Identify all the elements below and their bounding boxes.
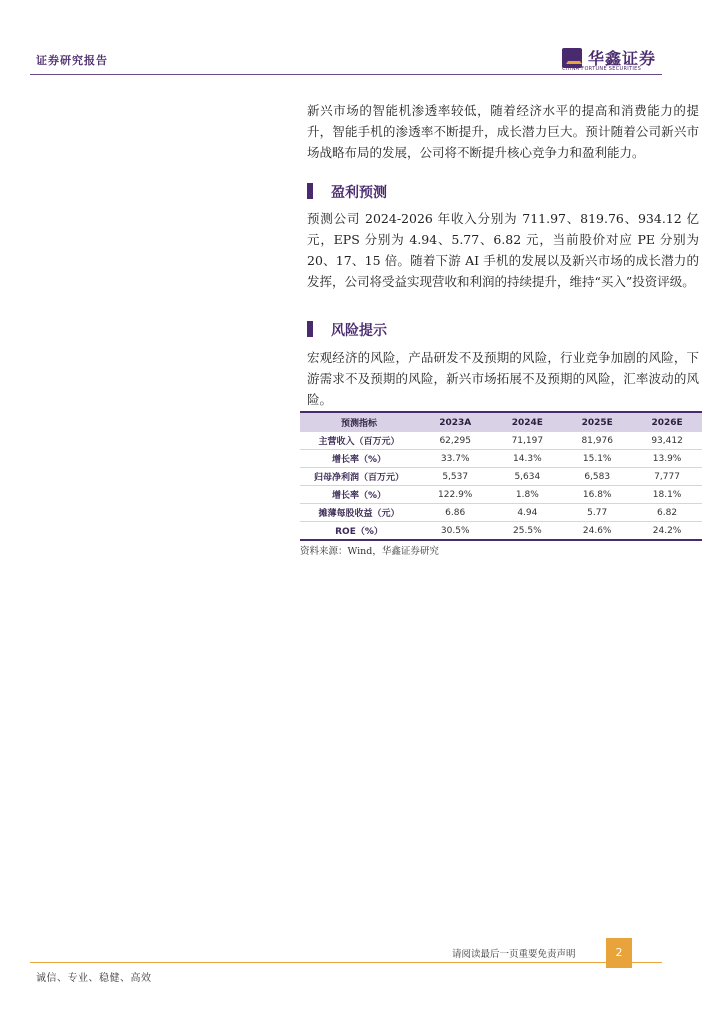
intro-paragraph: 新兴市场的智能机渗透率较低，随着经济水平的提高和消费能力的提升，智能手机的渗透率不断提升，成长潜力巨大。预计随着公司新兴市场战略布局的发展，公司将不断提升核心竞争力和盈利能力。 bbox=[307, 103, 699, 160]
logo-english-text: CHINA FORTUNE SECURITIES bbox=[562, 66, 642, 72]
forecast-table bbox=[300, 411, 702, 541]
table-cell: 24.2% bbox=[632, 522, 702, 541]
table-cell: 15.1% bbox=[562, 450, 632, 468]
table-header-cell: 2023A bbox=[418, 412, 492, 432]
table-header-cell: 2024E bbox=[492, 412, 562, 432]
page-number-badge: 2 bbox=[606, 938, 632, 968]
header-divider bbox=[30, 74, 662, 75]
table-header-row bbox=[300, 412, 702, 432]
forecast-paragraph: 预测公司 2024-2026 年收入分别为 711.97、819.76、934.12 亿元，EPS 分别为 4.94、5.77、6.82 元，当前股价对应 PE 分别为 20、17、15 倍。随着下游 AI 手机的发展以及新兴市场的成长潜力的发挥，公司将受益实现营收和利润的持续提升，维持“买入”投资评级。 bbox=[307, 211, 699, 289]
risk-paragraph: 宏观经济的风险，产品研发不及预期的风险，行业竞争加剧的风险，下游需求不及预期的风险，新兴市场拓展不及预期的风险，汇率波动的风险。 bbox=[307, 350, 699, 407]
table-cell: 24.6% bbox=[562, 522, 632, 541]
table-cell: 6,583 bbox=[562, 468, 632, 486]
footer-divider bbox=[30, 962, 662, 963]
section-forecast-heading bbox=[307, 183, 387, 203]
footer-motto: 诚信、专业、稳健、高效 bbox=[36, 973, 152, 984]
section-marker-icon bbox=[307, 183, 313, 199]
section-marker-icon bbox=[307, 321, 313, 337]
table-cell: 13.9% bbox=[632, 450, 702, 468]
company-logo bbox=[562, 46, 672, 72]
table-cell: 5.77 bbox=[562, 504, 632, 522]
table-cell: 5,537 bbox=[418, 468, 492, 486]
table-header-cell: 2025E bbox=[562, 412, 632, 432]
table-cell: 122.9% bbox=[418, 486, 492, 504]
row-label: 归母净利润（百万元） bbox=[300, 468, 418, 486]
row-label: 主营收入（百万元） bbox=[300, 432, 418, 450]
table-row bbox=[300, 432, 702, 450]
table-row bbox=[300, 486, 702, 504]
logo-mark-icon bbox=[562, 48, 582, 68]
table-cell: 25.5% bbox=[492, 522, 562, 541]
row-label: ROE（%） bbox=[300, 522, 418, 541]
table-cell: 16.8% bbox=[562, 486, 632, 504]
table-cell: 93,412 bbox=[632, 432, 702, 450]
table-row bbox=[300, 468, 702, 486]
table-row bbox=[300, 450, 702, 468]
table-cell: 81,976 bbox=[562, 432, 632, 450]
table-row bbox=[300, 522, 702, 541]
section-risk-heading bbox=[307, 321, 387, 341]
table-cell: 14.3% bbox=[492, 450, 562, 468]
disclaimer-notice: 请阅读最后一页重要免责声明 bbox=[452, 949, 576, 960]
table-cell: 6.82 bbox=[632, 504, 702, 522]
table-cell: 18.1% bbox=[632, 486, 702, 504]
table-header-cell: 预测指标 bbox=[300, 412, 418, 432]
table-row bbox=[300, 504, 702, 522]
table-cell: 30.5% bbox=[418, 522, 492, 541]
row-label: 摊薄每股收益（元） bbox=[300, 504, 418, 522]
table-cell: 7,777 bbox=[632, 468, 702, 486]
section-forecast-title: 盈利预测 bbox=[331, 185, 387, 201]
row-label: 增长率（%） bbox=[300, 450, 418, 468]
table-cell: 4.94 bbox=[492, 504, 562, 522]
logo-chinese-text: 华鑫证券 bbox=[588, 49, 657, 68]
table-header-cell: 2026E bbox=[632, 412, 702, 432]
report-type-label: 证券研究报告 bbox=[36, 54, 108, 67]
table-cell: 71,197 bbox=[492, 432, 562, 450]
section-risk-title: 风险提示 bbox=[331, 323, 387, 339]
table-cell: 62,295 bbox=[418, 432, 492, 450]
table-cell: 1.8% bbox=[492, 486, 562, 504]
table-cell: 6.86 bbox=[418, 504, 492, 522]
table-cell: 5,634 bbox=[492, 468, 562, 486]
row-label: 增长率（%） bbox=[300, 486, 418, 504]
table-source-note: 资料来源：Wind，华鑫证券研究 bbox=[300, 546, 439, 557]
table-cell: 33.7% bbox=[418, 450, 492, 468]
